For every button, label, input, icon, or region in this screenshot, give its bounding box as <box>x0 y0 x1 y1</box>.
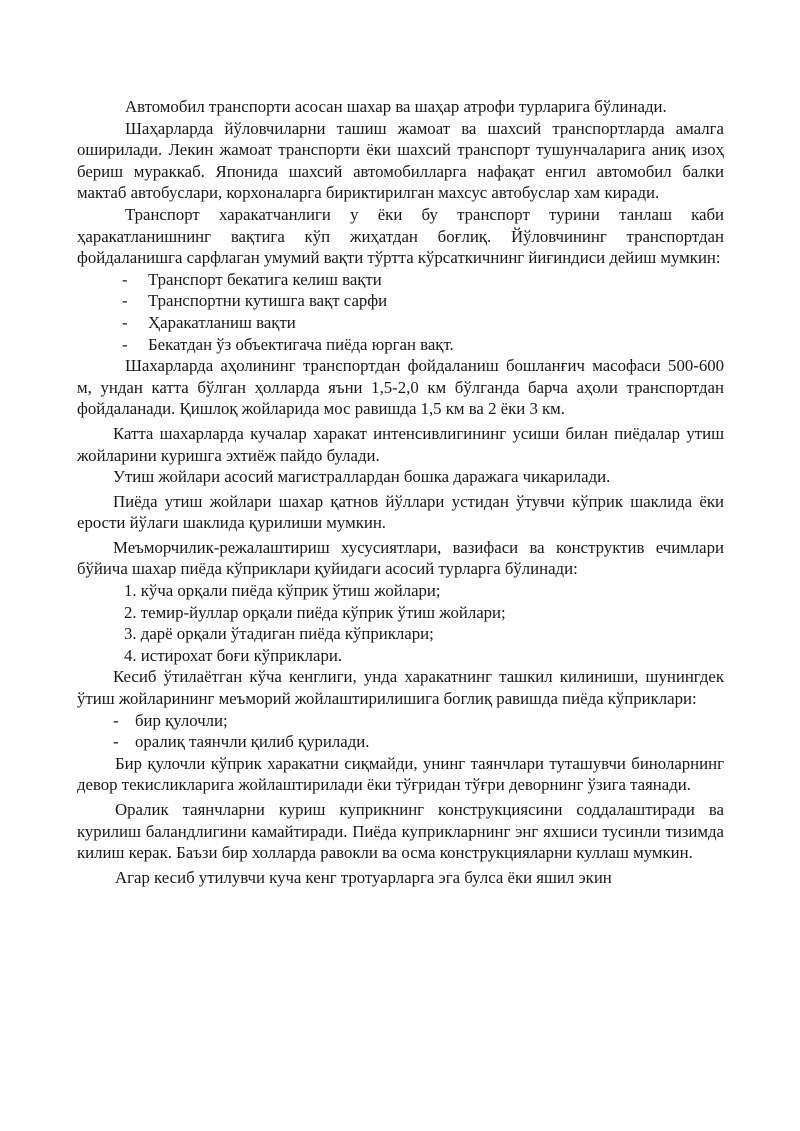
list-bridge-types <box>77 580 724 666</box>
list-item: - Транспортни кутишга вақт сарфи <box>122 291 388 311</box>
list-span-types <box>77 710 724 753</box>
list-item: 2. темир-йуллар орқали пиёда кўприк ўтиш жойлари; <box>124 602 506 622</box>
paragraph-5: Катта шахарларда кучалар харакат интенсивлигининг усиши билан пиёдалар утиш жойларини куришга эхтиёж пайдо булади. <box>77 423 724 465</box>
paragraph-4: Шахарларда аҳолининг транспортдан фойдаланиш бошланғич масофаси 500-600 м, ундан катта бўлган ҳолларда яъни 1,5-2,0 км бўлганда барча аҳоли транспортдан фойдаланади. Қишлоқ жойларида мос равишда 1,5 км ва 2 ёки 3 км. <box>77 356 724 419</box>
list-time-components <box>77 269 724 355</box>
list-item: - Ҳаракатланиш вақти <box>122 312 296 332</box>
paragraph-2: Шаҳарларда йўловчиларни ташиш жамоат ва шахсий транспортларда амалга оширилади. Лекин жамоат транспорти ёки шахсий транспорт тушунчаларига аниқ изоҳ бериш мураккаб. Японида шахсий автомобилларга нафақат енгил автомобил балки мактаб автобуслари, корхоналарга бириктирилган махсус автобуслар хам киради. <box>77 118 724 203</box>
paragraph-6: Утиш жойлари асосий магистраллардан бошка даражага чикарилади. <box>113 467 611 487</box>
list-item: - оралиқ таянчли қилиб қурилади. <box>113 732 370 752</box>
list-item: - бир қулочли; <box>113 710 228 730</box>
paragraph-11: Оралик таянчларни куриш куприкнинг конструкциясини соддалаштиради ва курилиш баландлигини камайтиради. Пиёда куприкларнинг энг яхшиси тусинли тизимда килиш керак. Баъзи бир холларда равокли ва осма конструкцияларни куллаш мумкин. <box>77 800 724 863</box>
list-item: - Бекатдан ўз объектигача пиёда юрган вақт. <box>122 334 454 354</box>
paragraph-3: Транспорт харакатчанлиги у ёки бу транспорт турини танлаш каби ҳаракатланишнинг вақтига кўп жиҳатдан боғлиқ. Йўловчининг транспортдан фойдаланишга сарфлаган умумий вақти тўртта кўрсаткичнинг йиғиндиси дейиш мумкин: <box>77 204 724 268</box>
paragraph-10: Бир қулочли кўприк харакатни сиқмайди, унинг таянчлари туташувчи биноларнинг девор текисликларига жойлаштирилади ёки тўғридан тўғри деворнинг ўзига таянади. <box>77 753 724 795</box>
document-page <box>77 96 724 888</box>
list-item: 3. дарё орқали ўтадиган пиёда кўприклари; <box>124 624 434 644</box>
paragraph-7: Пиёда утиш жойлари шахар қатнов йўллари устидан ўтувчи кўприк шаклида ёки ерости йўлаги шаклида қурилиши мумкин. <box>77 491 724 533</box>
paragraph-9: Кесиб ўтилаётган кўча кенглиги, унда харакатнинг ташкил килиниши, шунингдек ўтиш жойларининг меъморий жойлаштирилишига боглиқ равишда пиёда кўприклари: <box>77 667 724 709</box>
paragraph-12: Агар кесиб утилувчи куча кенг тротуарларга эга булса ёки яшил экин <box>115 867 612 887</box>
list-item: - Транспорт бекатига келиш вақти <box>122 269 382 289</box>
paragraph-1: Автомобил транспорти асосан шахар ва шаҳар атрофи турларига бўлинади. <box>125 97 667 116</box>
paragraph-8: Меъморчилик-режалаштириш хусусиятлари, вазифаси ва конструктив ечимлари бўйича шахар пиёда кўприклари қуйидаги асосий турларга бўлинади: <box>77 537 724 579</box>
list-item: 4. истирохат боғи кўприклари. <box>124 645 343 665</box>
list-item: 1. кўча орқали пиёда кўприк ўтиш жойлари; <box>124 581 441 601</box>
